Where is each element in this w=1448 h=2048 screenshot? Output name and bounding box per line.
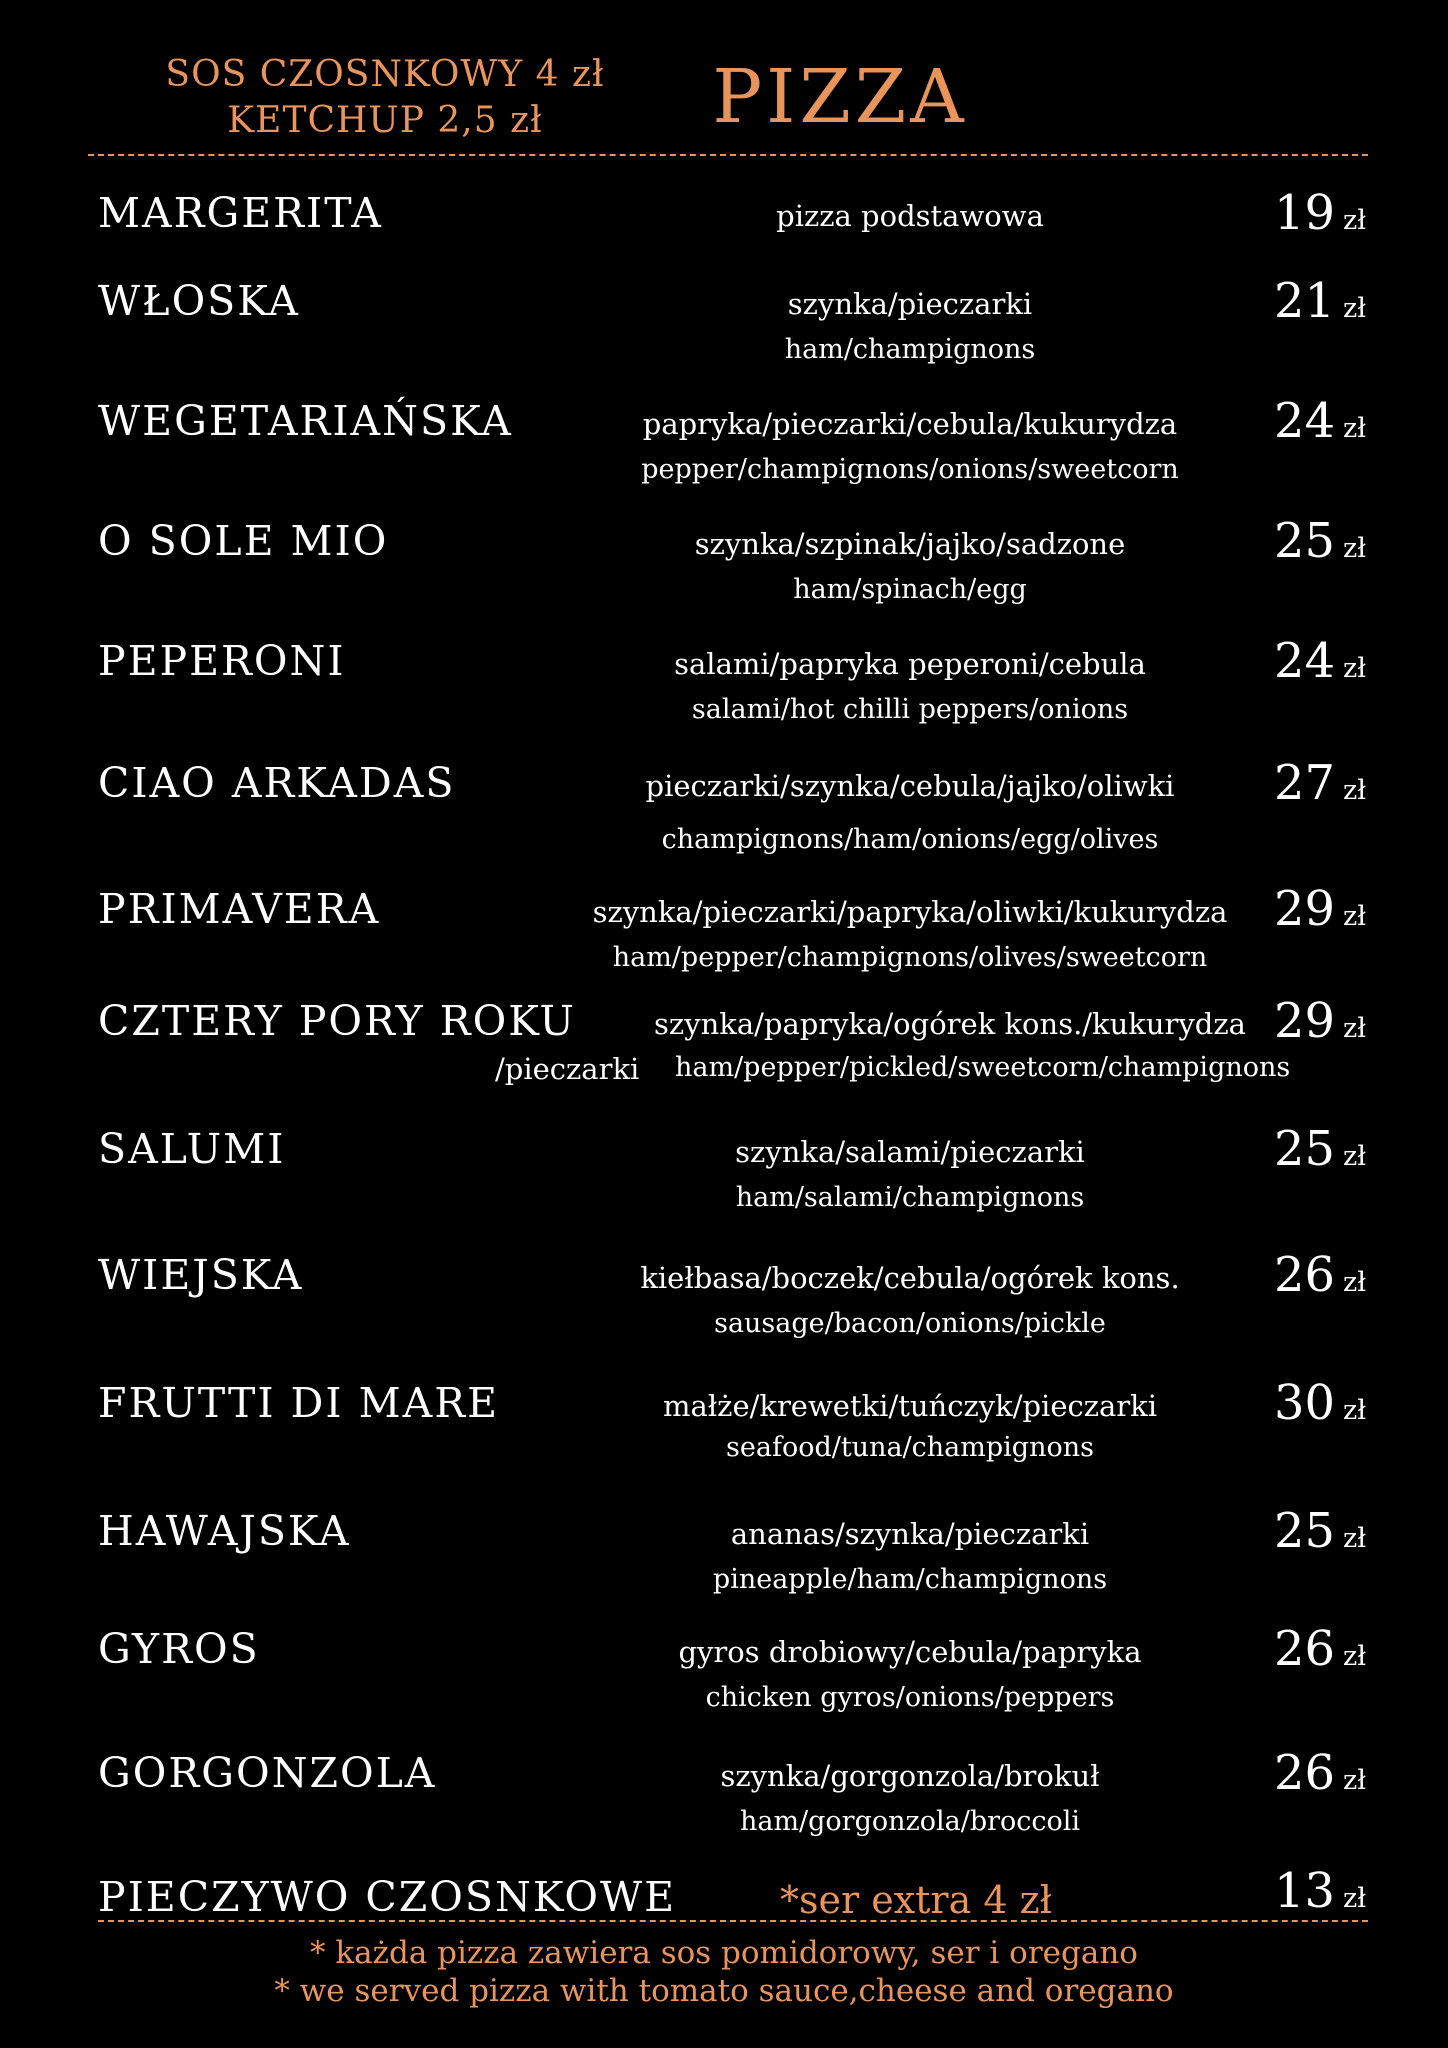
- item-ingredients-pl: kiełbasa/boczek/cebula/ogórek kons.: [640, 1261, 1180, 1295]
- menu-item-o-sole-mio: [0, 513, 1448, 606]
- item-ingredients-pl: szynka/pieczarki/papryka/oliwki/kukurydza: [592, 895, 1228, 929]
- item-name: HAWAJSKA: [98, 1507, 351, 1555]
- item-ingredients-pl: ananas/szynka/pieczarki: [730, 1517, 1090, 1551]
- menu-item-hawajska: [0, 1503, 1448, 1596]
- sauce-prices: [150, 52, 620, 144]
- item-ingredients-en: ham/salami/champignons: [735, 1182, 1085, 1213]
- item-name: GYROS: [98, 1625, 260, 1673]
- item-ingredients-en: salami/hot chilli peppers/onions: [691, 694, 1129, 725]
- item-name: WEGETARIAŃSKA: [98, 397, 513, 445]
- item-ingredients-pl: szynka/papryka/ogórek kons./kukurydza: [654, 1007, 1246, 1041]
- item-price: 13 zł: [1273, 1863, 1366, 1919]
- menu-item-ciao-arkadas: [0, 755, 1448, 855]
- item-name: WŁOSKA: [98, 277, 300, 325]
- menu-item-garlic-bread: [0, 1864, 1448, 1924]
- item-price: 24 zł: [1273, 393, 1366, 449]
- item-price: 29 zł: [1273, 881, 1366, 937]
- item-name: CIAO ARKADAS: [98, 759, 456, 807]
- item-ingredients-en: ham/champignons: [784, 334, 1036, 365]
- item-ingredients-en: seafood/tuna/champignons: [726, 1432, 1094, 1463]
- menu-item-wloska: [0, 273, 1448, 366]
- menu-item-frutti-di-mare: [0, 1375, 1448, 1468]
- item-ingredients-en: ham/pepper/champignons/olives/sweetcorn: [612, 942, 1208, 973]
- footer-notes: [0, 1934, 1448, 2010]
- item-name: SALUMI: [98, 1125, 286, 1173]
- menu-item-gyros: [0, 1621, 1448, 1714]
- item-ingredients-en: ham/gorgonzola/broccoli: [739, 1806, 1081, 1837]
- item-ingredients-en: chicken gyros/onions/peppers: [705, 1682, 1115, 1713]
- item-name: O SOLE MIO: [98, 517, 389, 565]
- note-pl: * każda pizza zawiera sos pomidorowy, ser i oregano: [310, 1935, 1138, 1971]
- menu-item-primavera: [0, 881, 1448, 974]
- item-name: PEPERONI: [98, 637, 346, 685]
- item-ingredients-en: ham/pepper/pickled/sweetcorn/champignons: [675, 1052, 1291, 1083]
- menu-item-wegetarianska: [0, 393, 1448, 486]
- item-ingredients-pl: papryka/pieczarki/cebula/kukurydza: [642, 407, 1178, 441]
- item-ingredients-pl-continued: /pieczarki: [495, 1052, 640, 1086]
- item-ingredients-pl: małże/krewetki/tuńczyk/pieczarki: [662, 1389, 1158, 1423]
- item-ingredients-pl: salami/papryka peperoni/cebula: [674, 647, 1146, 681]
- item-ingredients-pl: pizza podstawowa: [776, 199, 1044, 233]
- note-en: * we served pizza with tomato sauce,cheese and oregano: [274, 1973, 1174, 2009]
- item-price: 30 zł: [1273, 1375, 1366, 1431]
- item-price: 24 zł: [1273, 633, 1366, 689]
- item-ingredients-pl: szynka/gorgonzola/brokuł: [720, 1759, 1100, 1793]
- item-name: CZTERY PORY ROKU: [98, 997, 576, 1045]
- bottom-divider: [98, 1920, 1368, 1922]
- item-name: PIECZYWO CZOSNKOWE: [98, 1873, 677, 1921]
- item-ingredients-pl: szynka/salami/pieczarki: [735, 1135, 1085, 1169]
- page-title: PIZZA: [712, 54, 968, 140]
- item-ingredients-en: sausage/bacon/onions/pickle: [714, 1308, 1106, 1339]
- menu-item-peperoni: [0, 633, 1448, 726]
- menu-item-wiejska: [0, 1247, 1448, 1340]
- extra-cheese-note: *ser extra 4 zł: [780, 1878, 1052, 1922]
- menu-item-gorgonzola: [0, 1745, 1448, 1838]
- top-divider: [88, 154, 1368, 156]
- item-ingredients-pl: pieczarki/szynka/cebula/jajko/oliwki: [645, 769, 1175, 803]
- item-ingredients-pl: szynka/szpinak/jajko/sadzone: [694, 527, 1126, 561]
- menu-item-margerita: [0, 185, 1448, 278]
- item-price: 26 zł: [1273, 1745, 1366, 1801]
- item-price: 25 zł: [1273, 1121, 1366, 1177]
- item-ingredients-en: pineapple/ham/champignons: [712, 1564, 1108, 1595]
- item-price: 26 zł: [1273, 1621, 1366, 1677]
- item-ingredients-en: champignons/ham/onions/egg/olives: [661, 824, 1159, 855]
- item-name: FRUTTI DI MARE: [98, 1379, 500, 1427]
- menu-item-cztery-pory-roku: [0, 993, 1448, 1086]
- item-price: 21 zł: [1273, 273, 1366, 329]
- menu-item-salumi: [0, 1121, 1448, 1214]
- item-price: 19 zł: [1273, 185, 1366, 241]
- item-name: GORGONZOLA: [98, 1749, 437, 1797]
- item-price: 27 zł: [1273, 755, 1366, 811]
- item-ingredients-pl: gyros drobiowy/cebula/papryka: [678, 1635, 1142, 1669]
- item-price: 25 zł: [1273, 1503, 1366, 1559]
- item-price: 25 zł: [1273, 513, 1366, 569]
- item-price: 29 zł: [1273, 993, 1366, 1049]
- item-name: PRIMAVERA: [98, 885, 381, 933]
- item-ingredients-en: ham/spinach/egg: [793, 574, 1027, 605]
- item-ingredients-pl: szynka/pieczarki: [787, 287, 1033, 321]
- item-name: WIEJSKA: [98, 1251, 304, 1299]
- item-name: MARGERITA: [98, 189, 383, 237]
- garlic-sauce-price: SOS CZOSNKOWY 4 zł: [165, 54, 605, 95]
- ketchup-price: KETCHUP 2,5 zł: [227, 100, 543, 141]
- item-price: 26 zł: [1273, 1247, 1366, 1303]
- item-ingredients-en: pepper/champignons/onions/sweetcorn: [641, 454, 1179, 485]
